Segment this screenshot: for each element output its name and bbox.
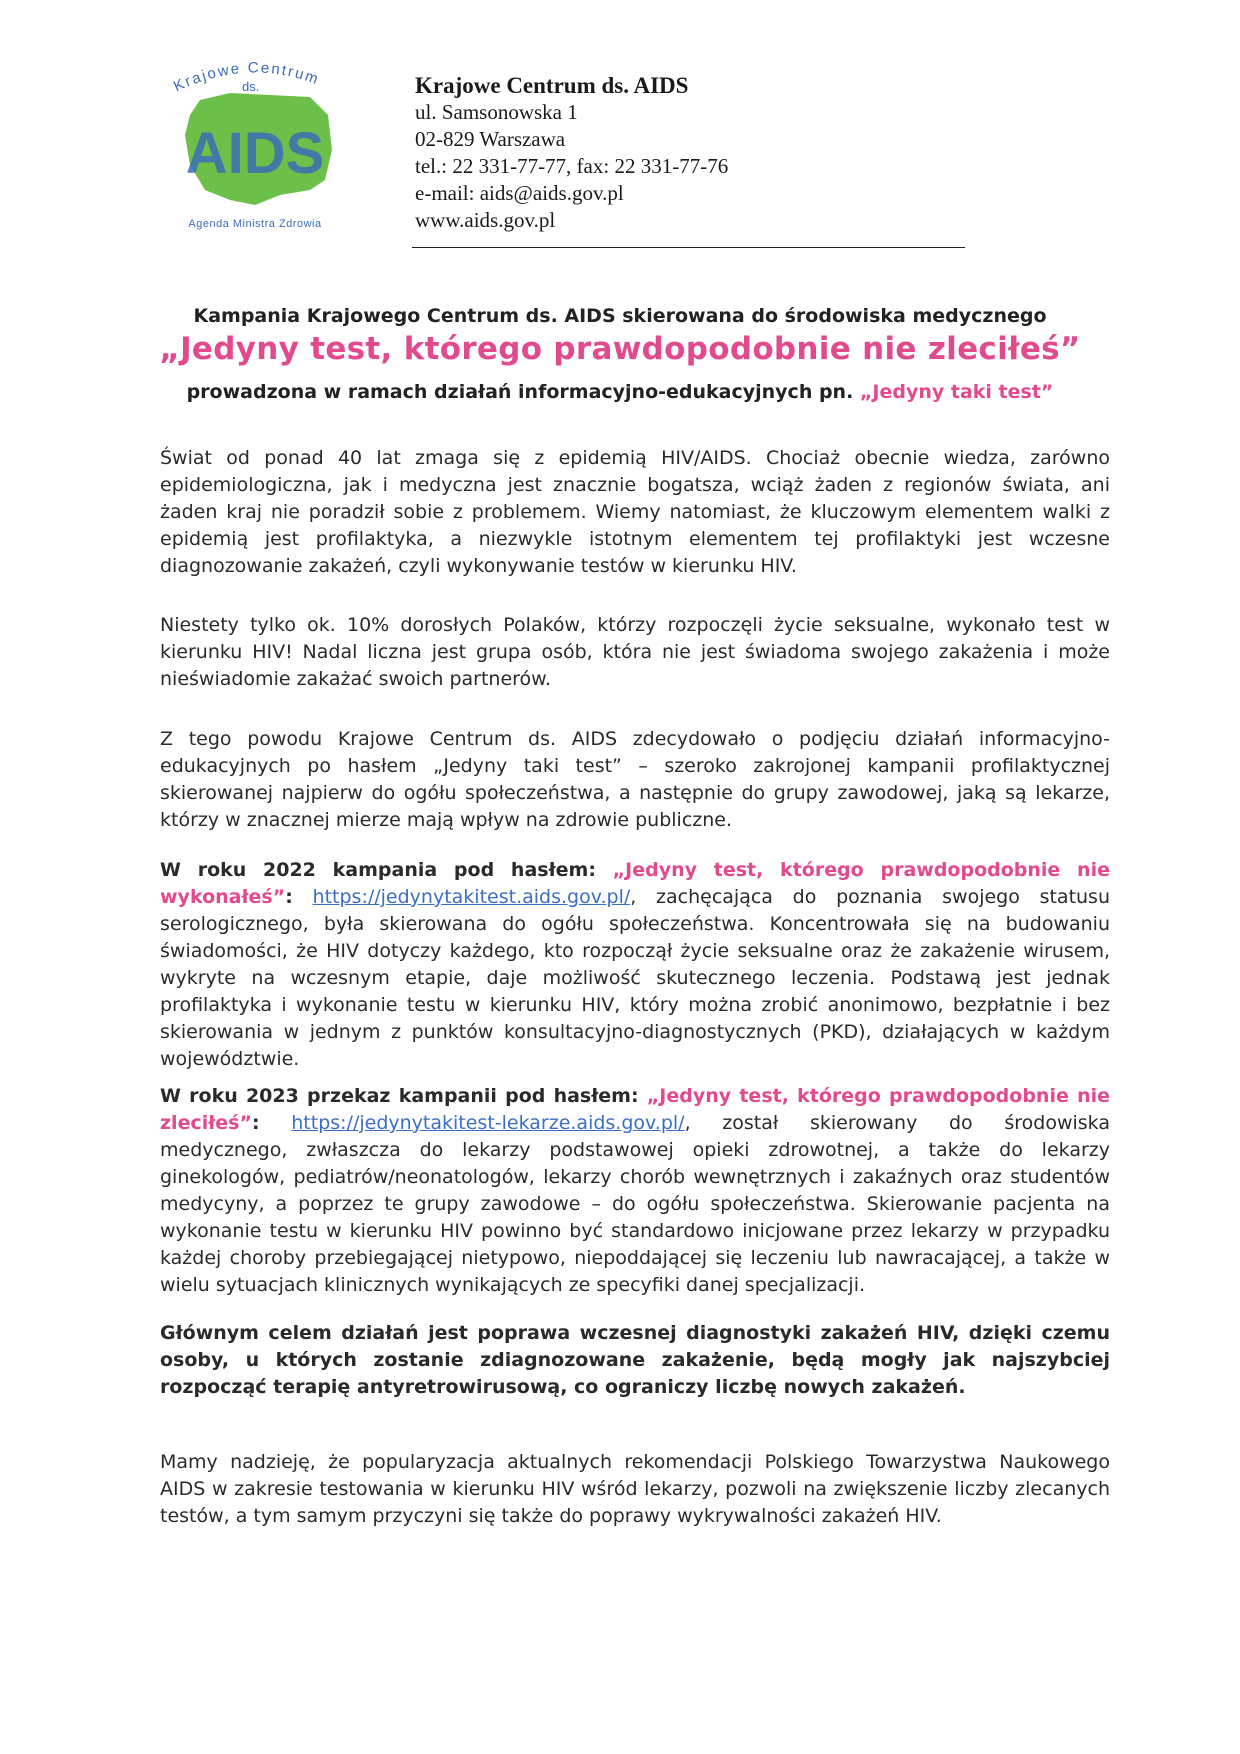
email-address: e-mail: aids@aids.gov.pl bbox=[415, 181, 624, 205]
campaign-intro-heading: Kampania Krajowego Centrum ds. AIDS skierowana do środowiska medycznego bbox=[193, 305, 1047, 327]
phone-fax: tel.: 22 331-77-77, fax: 22 331-77-76 bbox=[415, 154, 729, 178]
street-address: ul. Samsonowska 1 bbox=[415, 100, 578, 124]
logo-ds-text: ds. bbox=[242, 79, 260, 94]
paragraph-2022-lead: W roku 2022 kampania pod hasłem: bbox=[160, 859, 613, 881]
link-jedynytakitest-lekarze[interactable]: https://jedynytakitest-lekarze.aids.gov.pl/ bbox=[291, 1112, 685, 1134]
link-jedynytakitest[interactable]: https://jedynytakitest.aids.gov.pl/ bbox=[312, 886, 631, 908]
logo-aids-text: AIDS bbox=[185, 121, 325, 186]
contact-block bbox=[415, 72, 728, 234]
closing-paragraph: Mamy nadzieję, że popularyzacja aktualnych rekomendacji Polskiego Towarzystwa Naukowego AIDS w zakresie testowania w kierunku HIV wśród lekarzy, pozwoli na zwiększenie liczby zlecanych testów, a tym samym przyczyni się także do poprawy wykrywalności zakażeń HIV. bbox=[160, 1451, 1110, 1527]
letterhead-rule bbox=[412, 247, 965, 248]
paragraph-2023 bbox=[160, 1083, 1110, 1299]
slogan-2022-colon: : bbox=[285, 886, 293, 908]
logo-arc-text: Krajowe Centrum bbox=[171, 59, 322, 96]
paragraph-2023-lead: W roku 2023 przekaz kampanii pod hasłem: bbox=[160, 1085, 647, 1107]
paragraph-2022 bbox=[160, 857, 1110, 1073]
campaign-subtitle-name: „Jedyny taki test” bbox=[859, 381, 1054, 403]
paragraph-1: Świat od ponad 40 lat zmaga się z epidemią HIV/AIDS. Chociaż obecnie wiedza, zarówno epidemiologiczna, jak i medyczna jest znacznie bogatsza, wciąż żaden z regionów świata, ani żaden kraj nie poradził sobie z problemem. Wiemy natomiast, że kluczowym elementem walki z epidemią jest profilaktyka, a niezwykle istotnym elementem tej profilaktyki jest wczesne diagnozowanie zakażeń, czyli wykonywanie testów w kierunku HIV. bbox=[160, 447, 1110, 577]
campaign-subtitle-text: prowadzona w ramach działań informacyjno-edukacyjnych pn. bbox=[186, 381, 860, 403]
paragraph-2022-text: , zachęcająca do poznania swojego statusu serologicznego, była skierowana do ogółu społeczeństwa. Koncentrowała się na budowaniu świadomości, że HIV dotyczy każdego, kto rozpoczął życie seksualne oraz że zakażenie wirusem, wykryte na wczesnym etapie, daje możliwość skutecznego leczenia. Podstawą jest jednak profilaktyka i wykonanie testu w kierunku HIV, który można zrobić anonimowo, bezpłatnie i bez skierowania w jednym z punktów konsultacyjno-diagnostycznych (PKD), działających w każdym województwie. bbox=[160, 886, 1110, 1070]
campaign-title: „Jedyny test, którego prawdopodobnie nie zleciłeś” bbox=[159, 331, 1081, 367]
main-goal-paragraph: Głównym celem działań jest poprawa wczesnej diagnostyki zakażeń HIV, dzięki czemu osoby, u których zostanie zdiagnozowane zakażenie, będą mogły jak najszybciej rozpocząć terapię antyretrowirusową, co ograniczy liczbę nowych zakażeń. bbox=[160, 1322, 1110, 1398]
paragraph-2: Niestety tylko ok. 10% dorosłych Polaków, którzy rozpoczęli życie seksualne, wykonało test w kierunku HIV! Nadal liczna jest grupa osób, która nie jest świadoma swojego zakażenia i może nieświadomie zakażać swoich partnerów. bbox=[160, 614, 1110, 690]
slogan-2022: „Jedyny test, którego prawdopodobnie nie wykonałeś” bbox=[160, 859, 1110, 908]
logo-caption: Agenda Ministra Zdrowia bbox=[188, 218, 322, 230]
city-address: 02-829 Warszawa bbox=[415, 127, 566, 151]
slogan-2023: „Jedyny test, którego prawdopodobnie nie zleciłeś” bbox=[160, 1085, 1110, 1134]
campaign-subtitle bbox=[0, 381, 1240, 403]
slogan-2023-colon: : bbox=[251, 1112, 260, 1134]
website-address: www.aids.gov.pl bbox=[415, 208, 556, 232]
paragraph-2023-text: , został skierowany do środowiska medycznego, zwłaszcza do lekarzy podstawowej opieki zdrowotnej, a także do lekarzy ginekologów, pediatrów/neonatologów, lekarzy chorób wewnętrznych i zakaźnych oraz studentów medycyny, a poprzez te grupy zawodowe – do ogółu społeczeństwa. Skierowanie pacjenta na wykonanie testu w kierunku HIV powinno być standardowo inicjowane przez lekarzy w przypadku każdej choroby przebiegającej nietypowo, niepoddającej się leczeniu lub nawracającej, a także w wielu sytuacjach klinicznych wynikających ze specyfiki danej specjalizacji. bbox=[160, 1112, 1110, 1296]
aids-logo bbox=[160, 55, 350, 235]
paragraph-3: Z tego powodu Krajowe Centrum ds. AIDS zdecydowało o podjęciu działań informacyjno-edukacyjnych po hasłem „Jedyny taki test” – szeroko zakrojonej kampanii profilaktycznej skierowanej najpierw do ogółu społeczeństwa, a następnie do grupy zawodowej, jaką są lekarze, którzy w znacznej mierze mają wpływ na zdrowie publiczne. bbox=[160, 728, 1110, 831]
organization-name: Krajowe Centrum ds. AIDS bbox=[415, 73, 689, 98]
